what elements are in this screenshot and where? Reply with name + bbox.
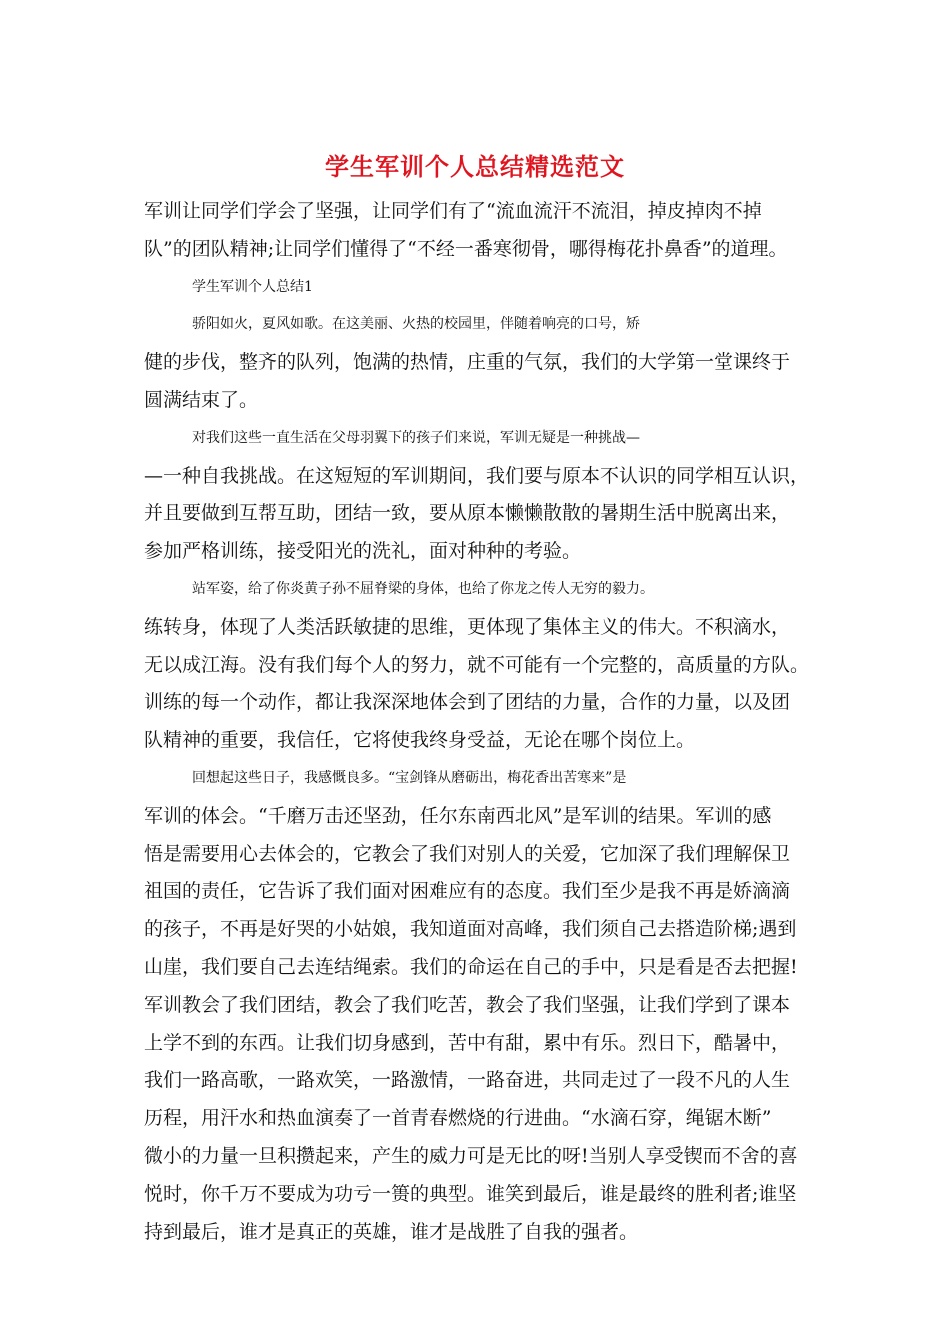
text-line: 军训的体会。“千磨万击还坚劲，任尔东南西北风”是军训的结果。军训的感 [144,804,772,827]
text-line: 并且要做到互帮互助，团结一致，要从原本懒懒散散的暑期生活中脱离出来， [144,502,791,525]
text-line: 站军姿，给了你炎黄子孙不屈脊梁的身体，也给了你龙之传人无穷的毅力。 [192,580,654,597]
text-line: 学生军训个人总结1 [192,278,313,295]
text-line: 训练的每一个动作，都让我深深地体会到了团结的力量，合作的力量，以及团 [144,691,791,714]
text-line: 悟是需要用心去体会的，它教会了我们对别人的关爱，它加深了我们理解保卫 [144,842,791,865]
text-line: 队精神的重要，我信任，它将使我终身受益，无论在哪个岗位上。 [144,729,696,752]
document-title: 学生军训个人总结精选范文 [325,153,625,181]
text-line: 我们一路高歌，一路欢笑，一路激情，一路奋进，共同走过了一段不凡的人生 [144,1069,791,1092]
text-line: —一种自我挑战。在这短短的军训期间，我们要与原本不认识的同学相互认识， [144,464,810,487]
text-line: 圆满结束了。 [144,388,259,411]
text-line: 军训让同学们学会了坚强，让同学们有了“流血流汗不流泪，掉皮掉肉不掉 [144,200,762,222]
document-body [144,193,834,1251]
text-line: 练转身，体现了人类活跃敏捷的思维，更体现了集体主义的伟大。不积滴水， [144,615,791,638]
text-line: 持到最后，谁才是真正的英雄，谁才是战胜了自我的强者。 [144,1220,639,1243]
text-line: 祖国的责任，它告诉了我们面对困难应有的态度。我们至少是我不再是娇滴滴 [144,880,791,903]
text-line: 无以成江海。没有我们每个人的努力，就不可能有一个完整的，高质量的方队。 [144,653,810,676]
text-line: 军训教会了我们团结，教会了我们吃苦，教会了我们坚强，让我们学到了课本 [144,993,791,1016]
text-line: 历程，用汗水和热血演奏了一首青春燃烧的行进曲。“水滴石穿，绳锯木断” [144,1107,772,1130]
text-line: 微小的力量一旦积攒起来，产生的威力可是无比的呀!当别人享受锲而不舍的喜 [144,1144,798,1167]
text-line: 对我们这些一直生活在父母羽翼下的孩子们来说，军训无疑是一种挑战— [192,429,640,446]
text-line: 回想起这些日子，我感慨良多。“宝剑锋从磨砺出，梅花香出苦寒来”是 [192,769,627,786]
text-line: 上学不到的东西。让我们切身感到，苦中有甜，累中有乐。烈日下，酷暑中， [144,1031,791,1054]
text-line: 悦时，你千万不要成为功亏一篑的典型。谁笑到最后，谁是最终的胜利者;谁坚 [144,1182,797,1205]
text-line: 山崖，我们要自己去连结绳索。我们的命运在自己的手中，只是看是否去把握! [144,955,798,978]
text-line: 队”的团队精神;让同学们懂得了“不经一番寒彻骨，哪得梅花扑鼻香”的道理。 [144,237,788,260]
text-line: 参加严格训练，接受阳光的洗礼，面对种种的考验。 [144,540,582,563]
text-line: 骄阳如火，夏风如歌。在这美丽、火热的校园里，伴随着响亮的口号，矫 [192,316,640,333]
text-line: 健的步伐，整齐的队列，饱满的热情，庄重的气氛，我们的大学第一堂课终于 [144,351,791,374]
text-line: 的孩子，不再是好哭的小姑娘，我知道面对高峰，我们须自己去搭造阶梯;遇到 [144,918,797,941]
